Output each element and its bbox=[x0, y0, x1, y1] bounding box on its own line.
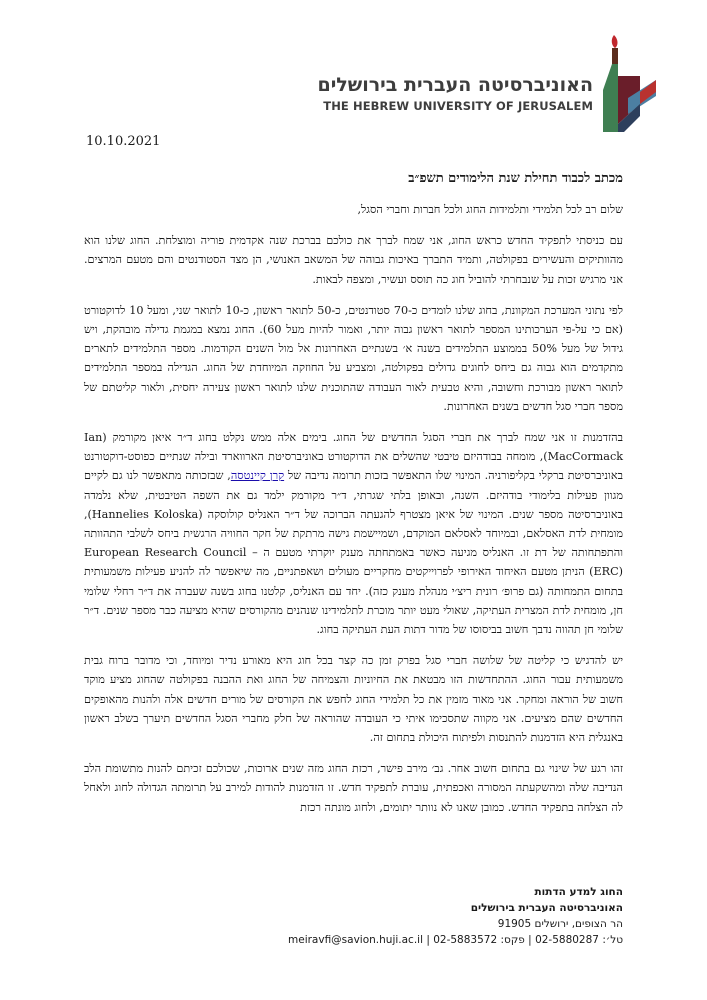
letter-title: מכתב לכבוד תחילת שנת הלימודים תשפ״ב bbox=[408, 171, 623, 186]
university-name-english: THE HEBREW UNIVERSITY OF JERUSALEM bbox=[323, 99, 593, 113]
footer-contact: טל׳: 02-5880287 | פקס: 02-5883572 | meiravfi@savion.huji.ac.il bbox=[288, 934, 623, 946]
paragraph: לפי נתוני המערכת המקוונת, בחוג שלנו לומדים כ-70 סטודנטים, כ-50 לתואר ראשון, כ-10 לתואר שני, ומעל 10 לדוקטורט (אם כי על-פי הערכותינו המספר לתואר ראשון גבוה יותר, ואמור להיות מעל 60). החוג נמצא במגמת גדילה מובהקת, ויש גידול של מעל 50% בממוצע התלמידים בשנה א׳ בשנתיים האחרונות אל מול השנים הקודמות. מספר התלמידים לתארים מתקדמים הוא גבוה גם ביחס לחוגים גדולים בפקולטה, ומצביע על החוזקה המיוחדת של החוג. הגדילה במספר התלמידים לתואר ראשון מבורכת וחשובה, והיא טבעית לאור העבודה שהתוכנית שלנו לתואר ראשון צעירה יחסית, ולאור קליטתם של מספר חברי סגל חדשים בשנים האחרונות. bbox=[84, 303, 624, 413]
paragraph: זהו רגע של שינוי גם בתחום חשוב אחר. גב׳ מירב פישר, רכזת החוג מזה שנים ארוכות, שכולכם זכיתם להנות מתשומת הלב הנדיבה שלה ומהשקעתה המסורה ואכפתית, עוברת לתפקיד חדש. זו הזדמנות להודות למירב על תרומתה הגדולה לחוג ולאחל לה הצלחה בתפקיד החדש. כמובן שאנו לא נוותר יתומים, ולחוג מונתה רכזת bbox=[84, 762, 623, 814]
greeting: שלום רב לכל תלמידי ותלמידות החוג ולכל חברות וחברי הסגל, bbox=[357, 203, 623, 216]
university-name-hebrew: האוניברסיטה העברית בירושלים bbox=[317, 74, 593, 96]
paragraph bbox=[84, 428, 623, 639]
paragraph-text: בהזדמנות זו אני שמח לברך את חברי הסגל החדשים של החוג. בימים אלה ממש נקלט בחוג ד״ר איאן מקורמק (Ian MacCormack), מומחה בבודהיזם טיבטי שהשלים את הדוקטורט באוניברסיטת הארווארד ובילה שנתיים כפוסט-דוקטורנט באוניברסיטת ברקלי בקליפורניה. המינוי שלו התאפשר בזכות תרומה נדיבה של bbox=[84, 431, 624, 483]
paragraph: עם כניסתי לתפקיד החדש כראש החוג, אני שמח לברך את כולכם בברכת שנה אקדמית פוריה ומוצלחת. החוג שלנו הוא מהוותיקים והעשירים בפקולטה, ותמיד התברך באיכות גבוהה של המשאב האנושי, הן מצד הסטודנטים והם מטעם המרצים. אני מרגיש זכות על שנבחרתי להוביל חוג כה תוסס ועשיר, ומצפה לבאות. bbox=[84, 234, 623, 286]
footer bbox=[288, 884, 623, 948]
footer-address: הר הצופים, ירושלים 91905 bbox=[497, 918, 623, 930]
paragraph: יש להדגיש כי קליטה של שלושה חברי סגל בפרק זמן כה קצר בכל חוג היא מאורע נדיר ומיוחד, וכי מדובר ברוח גבית משמעותית עבור החוג. ההתחדשות הזו מבטאת את החיוניות והצמיחה של החוג ואת ההבנה בפקולטה שהחוג מציע מוקד חשוב של הוראה ומחקר. אני מאוד מזמין את כל תלמידי החוג לחפש את הקורסים של מורים חדשים אלה ולהנות מהאופקים החדשים שהם מציעים. אני מקווה שתסכימו איתי כי העובדה שהוראה של חלק מחברי הסגל החדשים תיערך בשלב ראשון באנגלית היא הזדמנות להתנסות ולפיתוח היכולת בתחום זה. bbox=[84, 654, 623, 745]
letter-body bbox=[84, 200, 623, 829]
footer-university: האוניברסיטה העברית בירושלים bbox=[470, 902, 623, 914]
paragraph-text: , שבזכותה מתאפשר לנו גם לקיים מגוון פעילות בלימודי בודהיזם. השנה, ובאופן בלתי שגרתי, ד״ר מקורמק ילמד גם את השפה הטיבטית, שלא נלמדה באוניברסיטה מספר שנים. המינוי של איאן מצטרף להגעתה הברוכה של ד״ר האנליס קולוסקה (Hannelies Koloska), מומחית לדת האסלאם, ובמיוחד לאסלאם המוקדם, ושמיישמת גישה מרתקת של חקר החוויה הרגשית ביחס לשלבי התהוותה והתפתחותה של דת זו. האנליס מגיעה כאשר באמתחתה מענק יוקרתי מטעם ה – European Research Council (ERC) הניתן מטעם האיחוד האירופי לפרוייקטים מחקריים מעולים ושאפתניים, מה שיאפשר לה להניע פעילות משמעותית בתחום התמחותה (גם פרופ׳ רונית ריצ׳י מנהלת מענק כזה). יחד עם האנליס, קלטנו בחוג בשנה שעברה את ד״ר רחלי שלומי חן, מומחית לדת המצרית העתיקה, שאולי מעט יותר מוכרת לתלמידינו שנהנים מהקורסים שהיא מציעה כבר מספר שנים. ד״ר שלומי חן תהווה נדבך חשוב בביסוסו של מדור דתות העת העתיקה בחוג. bbox=[84, 469, 624, 637]
foundation-link[interactable]: קרן קיינטסה bbox=[230, 469, 285, 483]
letter-date: 10.10.2021 bbox=[86, 134, 161, 149]
footer-department: החוג למדע הדתות bbox=[534, 886, 623, 898]
university-logo-icon bbox=[598, 32, 660, 136]
